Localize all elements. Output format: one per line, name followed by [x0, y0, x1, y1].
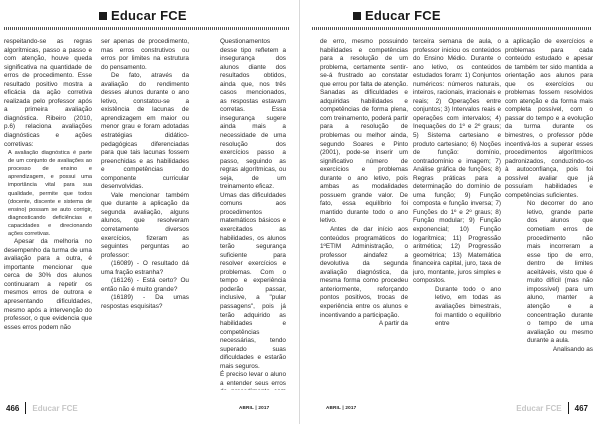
left-footer	[6, 402, 78, 414]
paragraph: Analisando as	[552, 345, 593, 353]
footer-magazine-name: Educar FCE	[516, 403, 562, 413]
paragraph: terceira semana de aula, o professor iniciou os conteúdos do Ensino Médio. Durante o ano letivo, os conteúdos estudados foram: 1) Conjuntos numéricos: números naturais, inteiros, racionais, irracionais e reais; 2) Operações entre conjuntos; 3) Intervalos reais e operações com intervalos; 4) Inequações do 1º e 2º graus; 5) Sistema cartesiano e produto cartesiano; 6) Noções de função: domínio, contradomínio e imagem; 7) Análise gráfica de funções; 8) Regras práticas para a determinação do domínio de uma função; 9) Função composta e função inversa; 7) Funções do 1º e 2º graus; 8) Função modular; 9) Função exponencial; 10) Função logarítmica; 11) Progressão aritmética; 12) Progressão geométrica; 13) Matemática financeira capital, juro, taxa de juro, montante, juros simples e compostos.	[413, 38, 501, 285]
text-column-1	[320, 38, 408, 390]
header-rule	[4, 27, 290, 30]
paragraph: Vale mencionar também que durante a aplicação da segunda avaliação, alguns alunos, que resolveram corretamente diversos exercícios, fizeram as seguintes perguntas ao professor:	[101, 191, 189, 259]
header-rule	[312, 27, 592, 30]
right-footer	[516, 402, 588, 414]
text-column-3	[505, 38, 593, 390]
paragraph: Antes de dar início aos conteúdos programáticos do 1ºETIM Administração, o professor aindafez a devolutiva da segunda avaliação diagnóstica, da mesma forma como procedeu anteriormente, reforçando pontos positivos, trocas de experiência entre os alunos e incentivando a participação.	[320, 226, 408, 319]
paragraph: De fato, através da avaliação do rendimento desses alunos durante o ano letivo, constatou-se a existência de lacunas de aprendizagem em maior ou menor grau e foram adotadas estratégias didático-pedagógicas diferenciadas para que tais lacunas fossem preenchidas e as habilidades e competências do componente curricular desenvolvidas.	[101, 72, 189, 191]
paragraph: respeitando-se as regras algorítmicas, passo a passo e com atenção, houve queda significativa na quantidade de erros de procedimento. Esse resultado positivo mostra a eficácia da ação corretiva realizada pelo professor após a primeira avaliação diagnóstica. Ribeiro (2010, p.6) relaciona avaliações diagnósticas e ações corretivas:	[4, 38, 92, 148]
student-question: (16089) - O resultado dá uma fração estranha?	[101, 260, 189, 276]
paragraph: Questionamentos desse tipo refletem a insegurança dos alunos diante dos resultados obtidos, ainda que, nos três casos mencionados, as respostas estavam corretas. Essa insegurança sugere ainda mais a necessidade de uma resolução dos exercícios passo a passo, seguindo as regras algorítmicas, ou seja, de um treinamento eficaz.	[220, 38, 286, 191]
footer-magazine-name: Educar FCE	[32, 403, 78, 413]
magazine-header	[99, 8, 187, 23]
block-quote: A avaliação diagnóstica é parte de um conjunto de avaliações ao processo de ensino e aprendizagem, e possui uma importância vital para sua qualidade, permite que todos (docente, discente e sistema de ensino) possam se auto corrigir, diagnosticando deficiências e capacidades e direcionando ações corretivas.	[8, 150, 92, 238]
paragraph: a aplicação de exercícios e problemas para cada conteúdo estudado e apesar de também ter sido mantida a orientação aos alunos para que os exercícios ou problemas fossem resolvidos com atenção e da forma mais completa possível, com o passar do tempo e a evolução da turma durante os bimestres, o professor pôde incentivá-los a superar esses procedimentos algorítmicos padronizados, conduzindo-os à autoconfiança, pois foi possível avaliar que já possuíam habilidades e competências suficientes.	[505, 38, 593, 199]
header-square-icon	[99, 12, 107, 20]
paragraph: No decorrer do ano letivo, grande parte dos alunos que cometiam erros de procedimento não mais incorreram a esse tipo de erro, dentro de limites aceitáveis, visto que é muito difícil (mas não impossível) para um aluno, manter a atenção e a concentração durante o tempo de uma avaliação ou mesmo durante a aula.	[527, 200, 593, 345]
footer-date: ABRIL | 2017	[326, 405, 357, 410]
text-column-3	[198, 38, 286, 390]
paragraph: É preciso levar o aluno a entender seus erros	[220, 371, 286, 387]
paragraph: Apesar da melhoria no desempenho da turma de uma avaliação para a outra, é importante mencionar que cerca de 30% dos alunos continuaram a repetir os mesmos erros de outrora e apresentando dificuldades, mesmo após a intervenção do professor, o que evidencia que esses erros podem não	[4, 238, 92, 331]
magazine-header	[353, 8, 441, 23]
magazine-title: Educar FCE	[111, 8, 187, 23]
footer-divider	[568, 402, 569, 414]
student-question: (16126) - Está certo? Ou então não é muito grande?	[101, 277, 189, 293]
header-square-icon	[353, 12, 361, 20]
page-number: 466	[6, 403, 20, 413]
paragraph: Durante todo o ano letivo, em todas as avaliações bimestrais, foi mantido o equilíbrio entre	[435, 285, 501, 328]
paragraph: de erro, mesmo possuindo habilidades e competências para a resolução de um problema, certamente sentir-se-á frustrado ao constatar que errou por falta de atenção. Sanadas as dificuldades e adquiridas habilidades e competências de forma plena, com treinamento, poderá partir para a resolução de problemas ou melhor ainda, segundo Soares e Pinto (2001), pode-se inserir um significativo número de exercícios e problemas durante o ano letivo, pois ambas as modalidades possuem grande valor. De fato, essa equilíbrio foi mantido durante todo o ano letivo.	[320, 38, 408, 225]
paragraph: Umas das dificuldades comuns aos procedimentos matemáticos básicos e exercitados as habilidades, os alunos terão segurança suficiente para resolver exercícios e problemas. Com o tempo e experiência poderão passar, inclusive, a "pular passagens", pois já terão adquirido as habilidades e competências necessárias, tendo superado suas dificuldades e estarão mais seguros.	[220, 191, 286, 370]
page-number: 467	[574, 403, 588, 413]
text-column-2	[101, 38, 189, 390]
student-question: (16189) - Da umas respostas esquisitas?	[101, 294, 189, 310]
paragraph: ser apenas de procedimento, mas erros construtivos ou erros por limites na estrutura do pensamento.	[101, 38, 189, 71]
footer-divider	[25, 402, 26, 414]
magazine-title: Educar FCE	[365, 8, 441, 23]
text-column-2	[413, 38, 501, 390]
right-page	[300, 0, 600, 424]
text-column-1	[4, 38, 92, 390]
paragraph: A partir da	[378, 320, 408, 328]
footer-date: ABRIL | 2017	[239, 405, 270, 410]
